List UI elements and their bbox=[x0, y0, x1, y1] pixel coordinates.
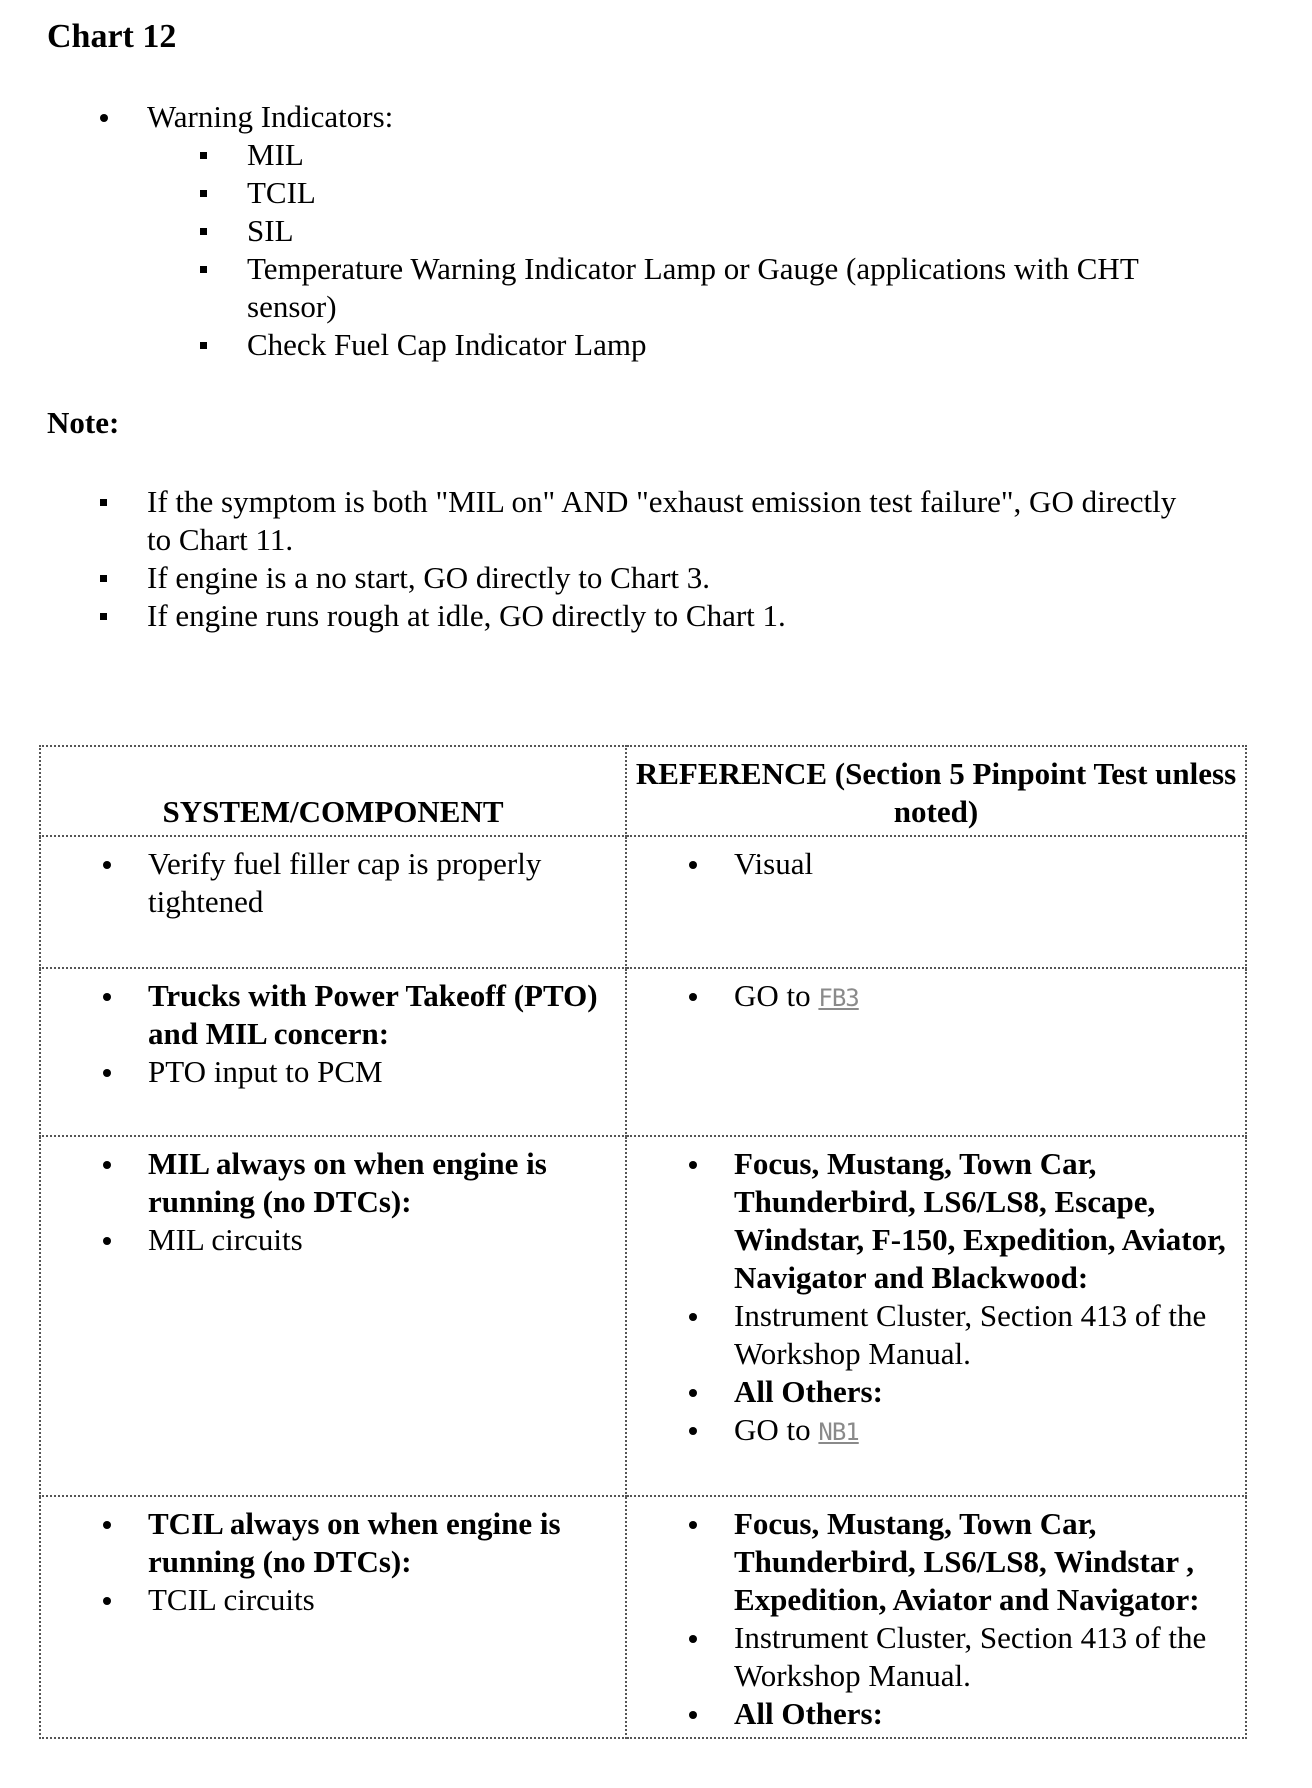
warning-indicators-list bbox=[147, 98, 1247, 364]
reference-item: All Others: bbox=[734, 1695, 1245, 1733]
table-row bbox=[40, 1496, 1246, 1738]
reference-table bbox=[39, 745, 1247, 1739]
header-reference: REFERENCE (Section 5 Pinpoint Test unless noted) bbox=[626, 746, 1246, 836]
reference-cell bbox=[626, 836, 1246, 968]
reference-item: All Others: bbox=[734, 1373, 1245, 1411]
notes-list bbox=[147, 483, 1197, 635]
system-item: Verify fuel filler cap is properly tightened bbox=[148, 845, 625, 921]
pinpoint-test-link[interactable]: NB1 bbox=[818, 1418, 859, 1446]
warning-indicators-label: Warning Indicators: bbox=[147, 99, 394, 134]
note-item: If engine is a no start, GO directly to Chart 3. bbox=[147, 559, 1197, 597]
system-item: Trucks with Power Takeoff (PTO) and MIL concern: bbox=[148, 977, 625, 1053]
reference-item bbox=[734, 977, 1245, 1017]
warning-indicators-item bbox=[147, 98, 1247, 364]
indicator-item: MIL bbox=[247, 136, 1227, 174]
header-system-component: SYSTEM/COMPONENT bbox=[40, 746, 626, 836]
system-item: PTO input to PCM bbox=[148, 1053, 625, 1091]
reference-cell bbox=[626, 1136, 1246, 1496]
warning-indicators-sublist bbox=[247, 136, 1247, 364]
reference-cell bbox=[626, 1496, 1246, 1738]
system-cell bbox=[40, 968, 626, 1136]
reference-text: GO to bbox=[734, 1412, 819, 1447]
reference-item: Focus, Mustang, Town Car, Thunderbird, LS6/LS8, Windstar , Expedition, Aviator and Navigator: bbox=[734, 1505, 1245, 1619]
reference-item: Focus, Mustang, Town Car, Thunderbird, LS6/LS8, Escape, Windstar, F-150, Expedition, Aviator, Navigator and Blackwood: bbox=[734, 1145, 1245, 1297]
system-item: MIL circuits bbox=[148, 1221, 625, 1259]
system-cell bbox=[40, 836, 626, 968]
indicator-item: SIL bbox=[247, 212, 1227, 250]
system-item: TCIL always on when engine is running (no DTCs): bbox=[148, 1505, 625, 1581]
pinpoint-test-link[interactable]: FB3 bbox=[818, 984, 859, 1012]
indicator-item: Temperature Warning Indicator Lamp or Gauge (applications with CHT sensor) bbox=[247, 250, 1227, 326]
table-row bbox=[40, 968, 1246, 1136]
reference-text: GO to bbox=[734, 978, 819, 1013]
reference-item: Visual bbox=[734, 845, 1245, 883]
system-item: MIL always on when engine is running (no DTCs): bbox=[148, 1145, 625, 1221]
note-item: If the symptom is both "MIL on" AND "exhaust emission test failure", GO directly to Chart 11. bbox=[147, 483, 1197, 559]
system-cell bbox=[40, 1136, 626, 1496]
system-item: TCIL circuits bbox=[148, 1581, 625, 1619]
chart-title: Chart 12 bbox=[47, 18, 177, 55]
reference-item: Instrument Cluster, Section 413 of the Workshop Manual. bbox=[734, 1297, 1245, 1373]
indicator-item: TCIL bbox=[247, 174, 1227, 212]
reference-item: Instrument Cluster, Section 413 of the Workshop Manual. bbox=[734, 1619, 1245, 1695]
table-row bbox=[40, 836, 1246, 968]
reference-item bbox=[734, 1411, 1245, 1451]
table-row bbox=[40, 1136, 1246, 1496]
indicator-item: Check Fuel Cap Indicator Lamp bbox=[247, 326, 1227, 364]
reference-cell bbox=[626, 968, 1246, 1136]
note-label: Note: bbox=[47, 405, 120, 440]
note-item: If engine runs rough at idle, GO directly to Chart 1. bbox=[147, 597, 1197, 635]
system-cell bbox=[40, 1496, 626, 1738]
